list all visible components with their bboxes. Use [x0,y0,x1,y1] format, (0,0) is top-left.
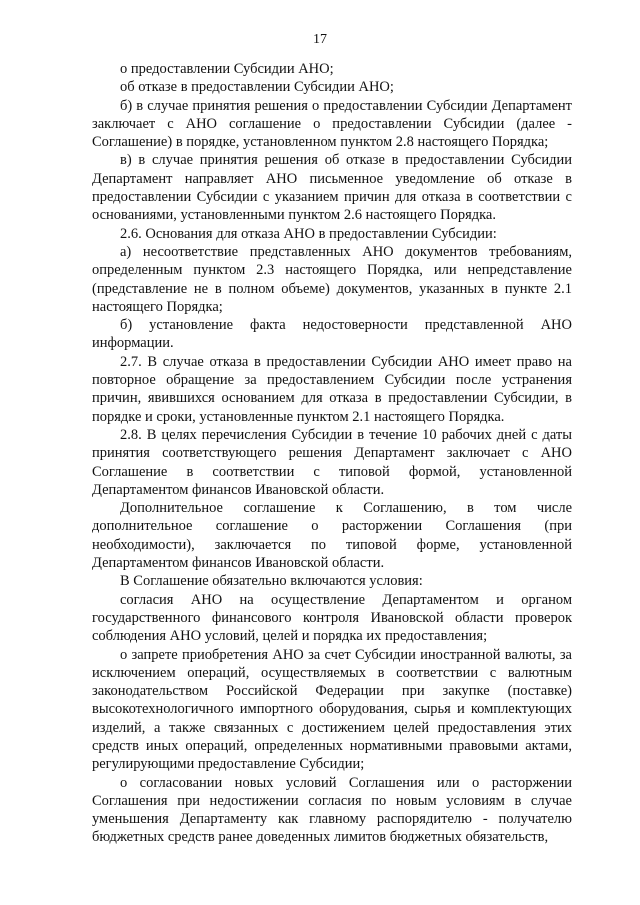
paragraph-4: в) в случае принятия решения об отказе в предоставлении Субсидии Департамент направляет АНО письменное уведомление об отказе в предоставлении Субсидии с указанием причин для отказа в соответствии с основаниями, установленными пунктом 2.6 настоящего Порядка. [92,152,572,224]
paragraph-3: б) в случае принятия решения о предоставлении Субсидии Департамент заключает с АНО соглашение о предоставлении Субсидии (далее - Соглашение) в порядке, установленном пунктом 2.8 настоящего Порядка; [92,97,572,151]
document-body [92,60,572,847]
paragraph-7: б) установление факта недостоверности представленной АНО информации. [92,317,572,352]
paragraph-5: 2.6. Основания для отказа АНО в предоставлении Субсидии: [120,225,497,242]
paragraph-10: Дополнительное соглашение к Соглашению, в том числе дополнительное соглашение о расторжении Соглашения (при необходимости), заключается по типовой форме, установленной Департаментом финансов Ивановской области. [92,500,572,572]
paragraph-6: а) несоответствие представленных АНО документов требованиям, определенным пунктом 2.3 настоящего Порядка, или непредставление (представление не в полном объеме) документов, указанных в пункте 2.1 настоящего Порядка; [92,243,572,315]
paragraph-2: об отказе в предоставлении Субсидии АНО; [120,79,394,96]
paragraph-1: о предоставлении Субсидии АНО; [120,61,334,77]
paragraph-11: В Соглашение обязательно включаются условия: [120,573,423,590]
paragraph-13: о запрете приобретения АНО за счет Субсидии иностранной валюты, за исключением операций, осуществляемых в соответствии с валютным законодательством Российской Федерации при закупке (поставке) высокотехнологичного импортного оборудования, сырья и комплектующих изделий, а также связанных с достижением целей предоставления этих средств иных операций, определенных нормативными правовыми актами, регулирующими предоставление Субсидии; [92,646,572,773]
paragraph-8: 2.7. В случае отказа в предоставлении Субсидии АНО имеет право на повторное обращение за предоставлением Субсидии после устранения причин, явившихся основанием для отказа в предоставлении Субсидии, в порядке и сроки, установленные пунктом 2.1 настоящего Порядка. [92,353,572,425]
page-number: 17 [313,32,327,47]
paragraph-14: о согласовании новых условий Соглашения или о расторжении Соглашения при недостижении согласия по новым условиям в случае уменьшения Департаменту как главному распорядителю - получателю бюджетных средств ранее доведенных лимитов бюджетных обязательств, [92,774,572,846]
paragraph-9: 2.8. В целях перечисления Субсидии в течение 10 рабочих дней с даты принятия соответствующего решения Департамент заключает с АНО Соглашение в соответствии с типовой формой, установленной Департаментом финансов Ивановской области. [92,426,572,498]
paragraph-12: согласия АНО на осуществление Департаментом и органом государственного финансового контроля Ивановской области проверок соблюдения АНО условий, целей и порядка их предоставления; [92,591,572,645]
